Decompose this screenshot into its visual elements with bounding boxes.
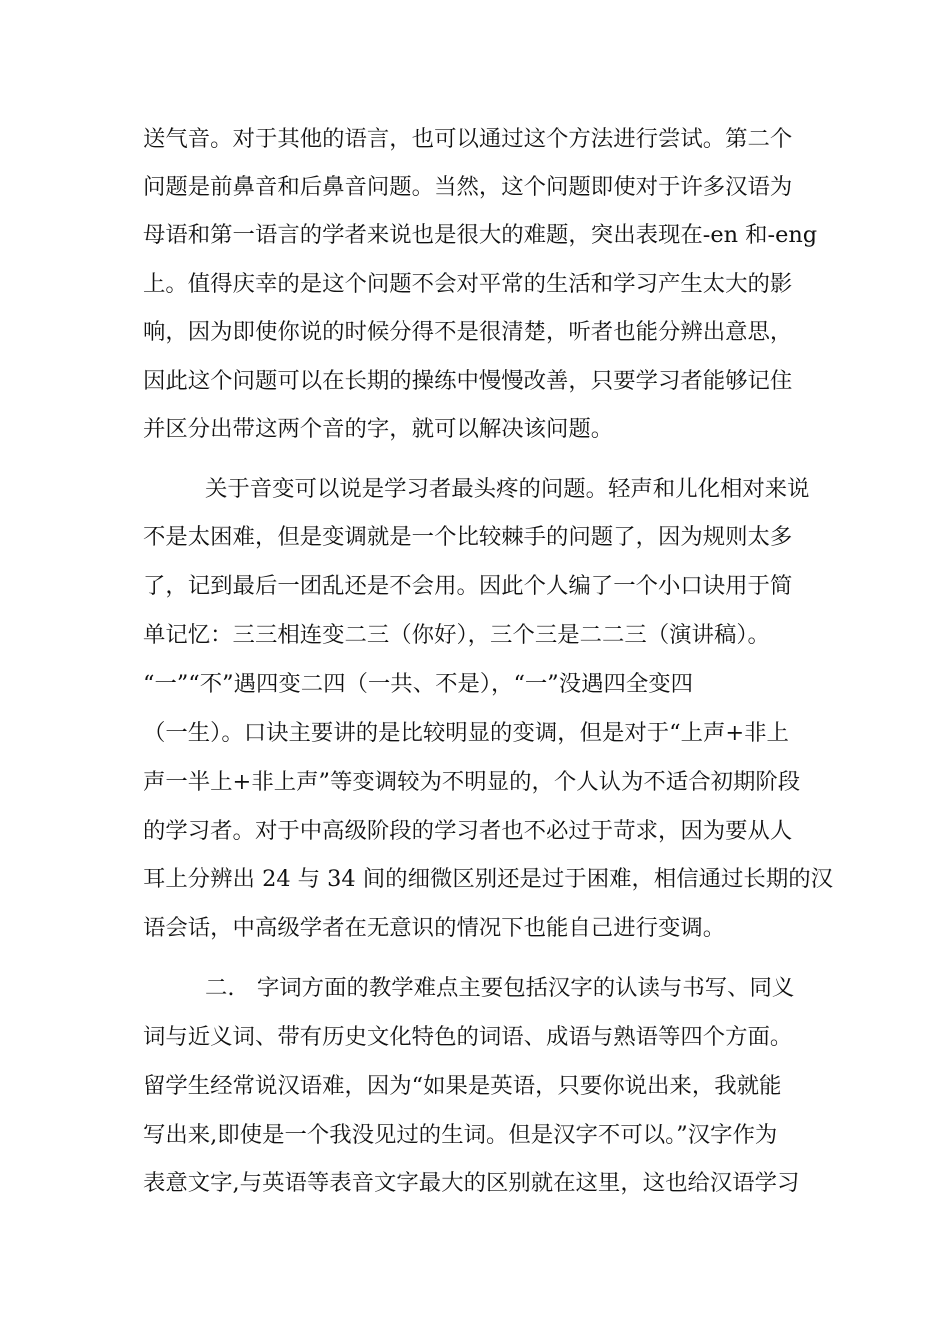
text-line: 的学习者。对于中高级阶段的学习者也不必过于苛求，因为要从人	[143, 818, 793, 844]
text-line: （一生）。口诀主要讲的是比较明显的变调，但是对于“上声+非上	[143, 720, 789, 746]
text-line: 声一半上+非上声”等变调较为不明显的，个人认为不适合初期阶段	[143, 769, 801, 795]
paragraph-first-line: 关于音变可以说是学习者最头疼的问题。轻声和儿化相对来说	[205, 476, 810, 502]
text-line: 不是太困难，但是变调就是一个比较棘手的问题了，因为规则太多	[143, 524, 793, 550]
text-line: 送气音。对于其他的语言，也可以通过这个方法进行尝试。第二个	[143, 126, 793, 152]
text-line: 词与近义词、带有历史文化特色的词语、成语与熟语等四个方面。	[143, 1024, 793, 1050]
text-line: 并区分出带这两个音的字，就可以解决该问题。	[143, 416, 614, 442]
text-line: 问题是前鼻音和后鼻音问题。当然，这个问题即使对于许多汉语为	[143, 174, 793, 200]
text-line: 因此这个问题可以在长期的操练中慢慢改善，只要学习者能够记住	[143, 368, 793, 394]
text-line: 表意文字,与英语等表音文字最大的区别就在这里，这也给汉语学习	[143, 1170, 800, 1196]
text-line: 语会话，中高级学者在无意识的情况下也能自己进行变调。	[143, 915, 726, 941]
section-heading-line: 二. 字词方面的教学难点主要包括汉字的认读与书写、同义	[205, 975, 795, 1001]
text-line: 写出来,即使是一个我没见过的生词。但是汉字不可以。”汉字作为	[143, 1122, 778, 1148]
text-line: 母语和第一语言的学者来说也是很大的难题，突出表现在-en 和-eng	[143, 222, 818, 248]
text-line: 耳上分辨出 24 与 34 间的细微区别还是过于困难，相信通过长期的汉	[143, 866, 833, 892]
text-line: 了，记到最后一团乱还是不会用。因此个人编了一个小口诀用于简	[143, 573, 793, 599]
text-line: “一”“不”遇四变二四（一共、不是），“一”没遇四全变四	[143, 671, 694, 697]
text-line: 上。值得庆幸的是这个问题不会对平常的生活和学习产生太大的影	[143, 271, 793, 297]
text-line: 留学生经常说汉语难，因为“如果是英语，只要你说出来，我就能	[143, 1073, 782, 1099]
text-line: 单记忆：三三相连变二三（你好），三个三是二二三（演讲稿）。	[143, 622, 770, 648]
text-line: 响，因为即使你说的时候分得不是很清楚，听者也能分辨出意思，	[143, 319, 793, 345]
